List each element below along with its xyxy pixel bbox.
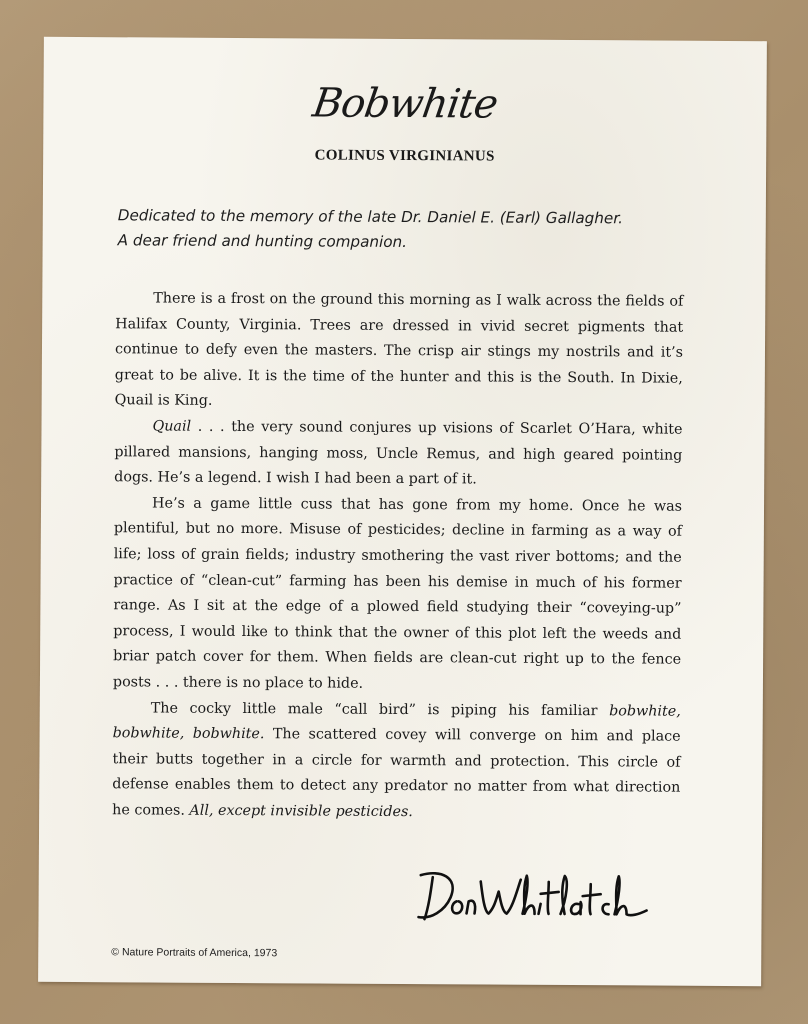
document-subtitle: COLINUS VIRGINIANUS [314, 147, 495, 165]
paragraph-4 [112, 696, 681, 827]
paragraph-4-italic-end: All, except invisible pesticides. [189, 802, 413, 820]
dedication-line-2: A dear friend and hunting companion. [117, 231, 408, 252]
signature [410, 867, 690, 929]
paragraph-2-text: . . . the very sound conjures up visions of Scarlet O’Hara, white pillared mansions, hanging moss, Uncle Remus, and high geared pointing dogs. He’s a legend. I wish I had been a part of it. [114, 418, 683, 488]
paragraph-2 [114, 414, 682, 494]
paragraph-4-italic: bobwhite, bobwhite, bobwhite. [112, 702, 681, 743]
paragraph-4-text-b: The scattered covey will converge on him and place their butts together in a circle for warmth and protection. This circle of defense enables them to detect any predator no matter from what direction he comes. [112, 726, 681, 819]
document-page [38, 37, 767, 986]
paragraph-4-text-a: The cocky little male “call bird” is piping his familiar [150, 699, 610, 719]
document-title: Bobwhite [309, 80, 501, 128]
dedication [118, 203, 718, 257]
copyright-notice: © Nature Portraits of America, 1973 [111, 946, 278, 960]
body-text [112, 286, 683, 827]
paragraph-1: There is a frost on the ground this morning as I walk across the fields of Halifax County, Virginia. Trees are dressed in vivid secret pigments that continue to defy even the masters. The crisp air stings my nostrils and it’s great to be alive. It is the time of the hunter and this is the South. In Dixie, Quail is King. [114, 290, 684, 410]
dedication-line-1: Dedicated to the memory of the late Dr. Daniel E. (Earl) Gallagher. [117, 206, 624, 228]
paragraph-3: He’s a game little cuss that has gone from my home. Once he was plentiful, but no more. Misuse of pesticides; decline in farming as a way of life; loss of grain fields; industry smothering the vast river bottoms; and the practice of “clean-cut” farming has been his demise in much of his former range. As I sit at the edge of a plowed field studying their “coveying-up” process, I would like to think that the owner of this plot left the weeds and briar patch cover for them. When fields are clean-cut right up to the fence posts . . . there is no place to hide. [112, 495, 683, 692]
paragraph-2-italic: Quail [152, 418, 192, 435]
